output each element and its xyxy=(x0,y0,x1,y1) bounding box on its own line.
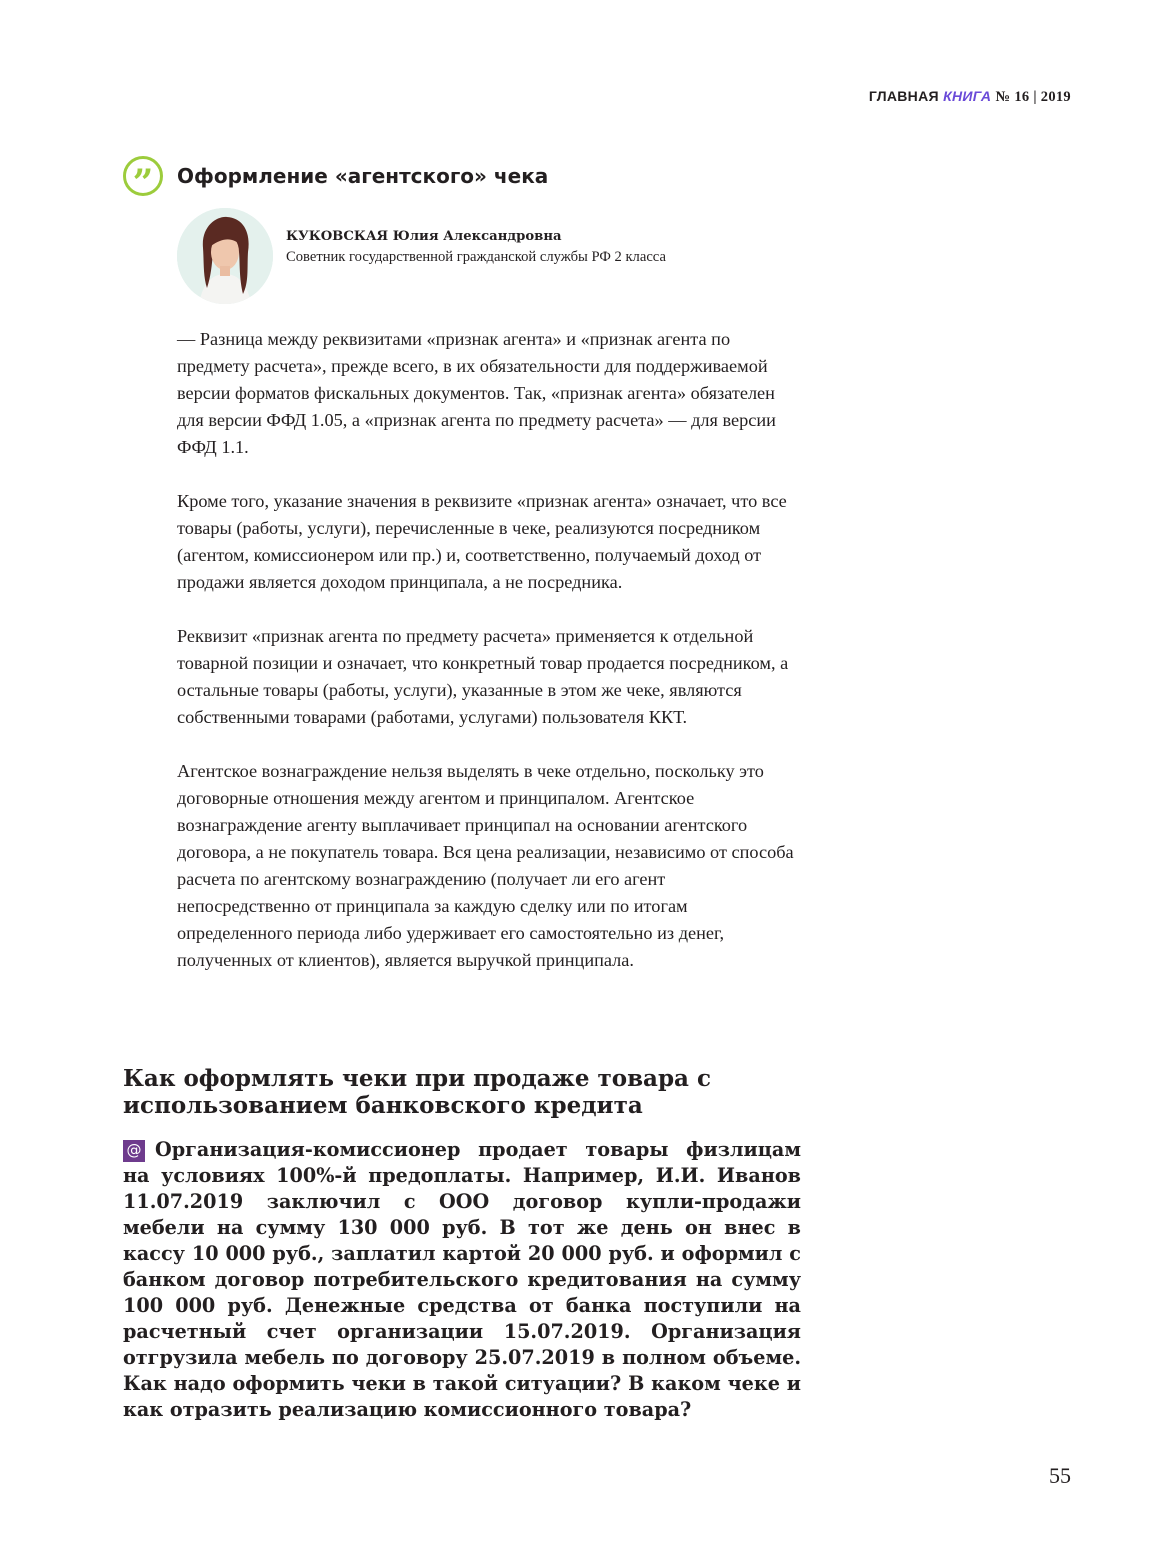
quote-icon: ” xyxy=(123,156,163,196)
article-heading: Как оформлять чеки при продаже товара с использованием банковского кредита xyxy=(123,1065,711,1119)
author-position: Советник государственной гражданской службы РФ 2 класса xyxy=(286,249,666,265)
paragraph: — Разница между реквизитами «признак агента» и «признак агента по предмету расчета», прежде всего, в их обязательности для поддерживаемой версии форматов фискальных документов. Так, «признак агента» обязателен для версии ФФД 1.05, а «признак агента по предмету расчета» — для версии ФФД 1.1. xyxy=(177,329,776,457)
magazine-header xyxy=(869,88,1071,106)
brand-name-part2: КНИГА xyxy=(943,88,992,104)
brand-name-part1: ГЛАВНАЯ xyxy=(868,88,939,104)
paragraph: Кроме того, указание значения в реквизите «признак агента» означает, что все товары (работы, услуги), перечисленные в чеке, реализуются посредником (агентом, комиссионером или пр.) и, соответственно, получаемый доход от продажи является доходом принципала, а не посредника. xyxy=(177,491,787,592)
issue-number: № 16 | 2019 xyxy=(995,89,1071,105)
author-photo xyxy=(177,208,273,304)
page-number: 55 xyxy=(1049,1463,1071,1488)
author-avatar xyxy=(177,208,273,304)
paragraph: Агентское вознаграждение нельзя выделять в чеке отдельно, поскольку это договорные отношения между агентом и принципалом. Агентское вознаграждение агенту выплачивает принципал на основании агентского договора, а не покупатель товара. Вся цена реализации, независимо от способа расчета по агентскому вознаграждению (получает ли его агент непосредственно от принципала за каждую сделку или по итогам определенного периода либо удерживает его самостоятельно из денег, полученных от клиентов), является выручкой принципала. xyxy=(177,761,794,970)
at-sign-icon: @ xyxy=(123,1140,145,1162)
section-title: Оформление «агентского» чека xyxy=(177,164,549,188)
paragraph: Реквизит «признак агента по предмету расчета» применяется к отдельной товарной позиции и означает, что конкретный товар продается посредником, а остальные товары (работы, услуги), указанные в этом же чеке, являются собственными товарами (работами, услугами) пользователя ККТ. xyxy=(177,626,789,727)
author-name: КУКОВСКАЯ Юлия Александровна xyxy=(286,229,562,244)
interview-answer xyxy=(177,326,801,1001)
reader-question xyxy=(123,1137,801,1423)
question-text: Организация-комиссионер продает товары физлицам на условиях 100%-й предоплаты. Например, И.И. Иванов 11.07.2019 заключил с ООО договор купли-продажи мебели на сумму 130 000 руб. В тот же день он внес в кассу 10 000 руб., заплатил картой 20 000 руб. и оформил с банком договор потребительского кредитования на сумму 100 000 руб. Денежные средства от банка поступили на расчетный счет организации 15.07.2019. Организация отгрузила мебель по договору 25.07.2019 в полном объеме. Как надо оформить чеки в такой ситуации? В каком чеке и как отразить реализацию комиссионного товара? xyxy=(123,1138,801,1421)
